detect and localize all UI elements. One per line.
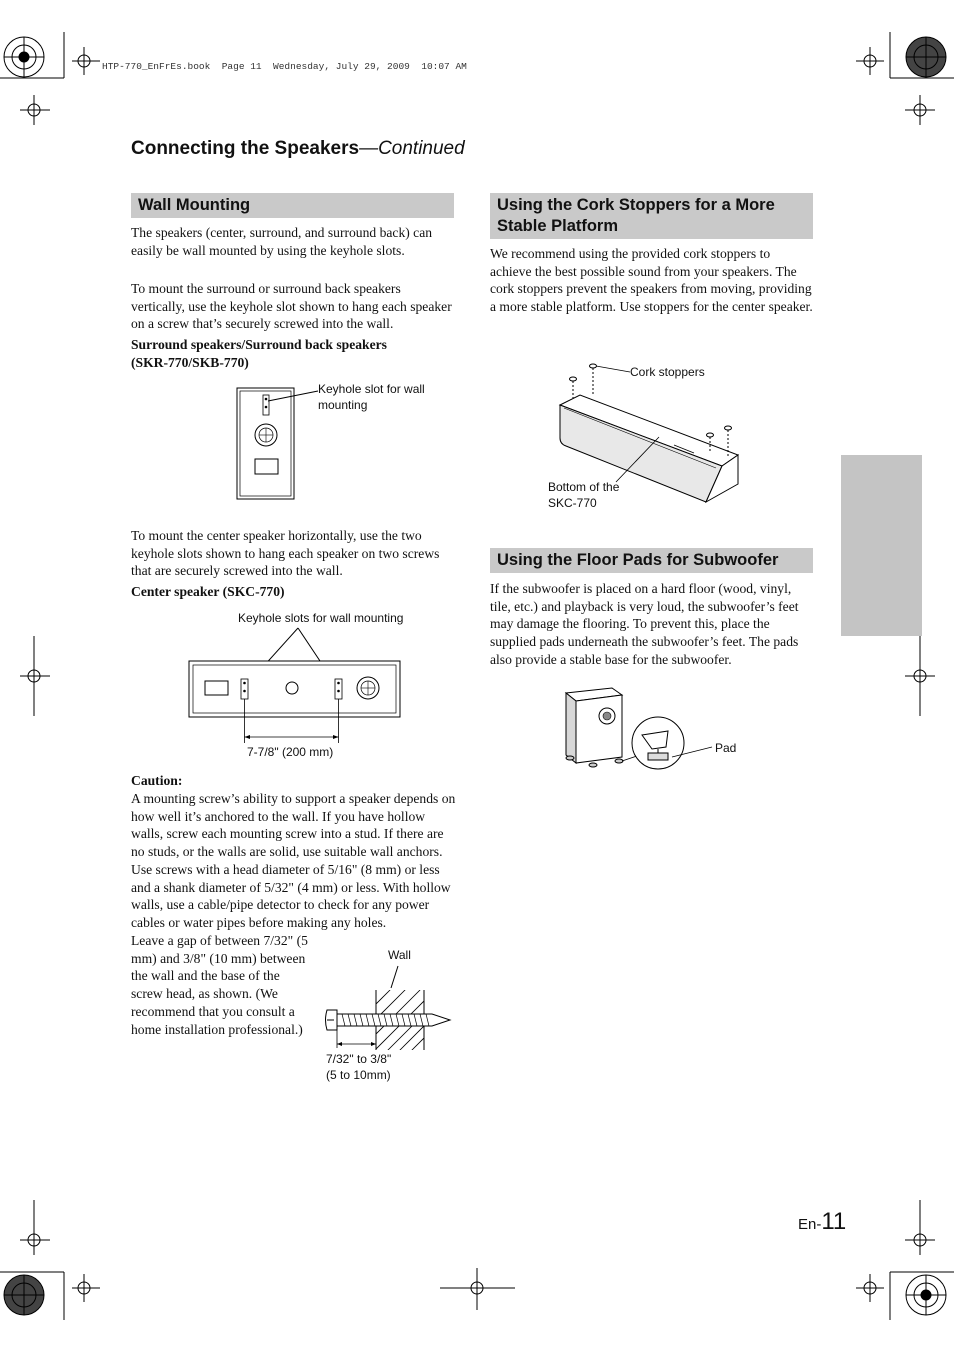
wall-mounting-para3: To mount the center speaker horizontally, use the two keyhole slots shown to hang each speaker on two screws that are securely screwed into the wall. xyxy=(131,528,440,579)
surround-keyhole-label xyxy=(318,381,425,413)
page-title-continued: —Continued xyxy=(359,138,465,159)
page-number-value: 11 xyxy=(821,1208,847,1235)
caution-text: A mounting screw’s ability to support a speaker depends on how well it’s anchored to the wall. If you have hollow walls, screw each mounting screw into a stud. If there are no studs, or the walls are solid, use suitable wall anchors. Use screws with a head diameter of 5/16" (8 mm) or less and a shank diameter of 5/32" (4 mm) or less. With hollow walls, use a cable/pipe detector to check for any power cables or water pipes before making any holes. xyxy=(131,791,456,930)
caution-title: Caution: xyxy=(131,773,183,788)
surround-subtitle-line1: Surround speakers/Surround back speakers xyxy=(131,337,387,352)
surround-keyhole-label-line2: mounting xyxy=(318,398,368,412)
surround-subtitle xyxy=(131,336,456,371)
skc-bottom-label-line2: SKC-770 xyxy=(548,496,597,510)
page-title xyxy=(131,138,465,160)
center-dimension-label: 7-7/8" (200 mm) xyxy=(247,745,334,759)
cork-para: We recommend using the provided cork stoppers to achieve the best possible sound from your speakers. The cork stoppers prevent the speakers from moving, providing a more stable platform. Use stoppers for the center speaker. xyxy=(490,246,813,315)
center-subtitle: Center speaker (SKC-770) xyxy=(131,584,285,599)
wall-mounting-para2: To mount the surround or surround back speakers vertically, use the keyhole slot shown to hang each speaker on a screw that’s securely screwed into the wall. xyxy=(131,281,452,332)
skc-bottom-label-line1: Bottom of the xyxy=(548,480,620,494)
wall-mounting-para1: The speakers (center, surround, and surround back) can easily be wall mounted by using the keyhole slots. xyxy=(131,225,433,258)
side-tab xyxy=(841,455,922,636)
gap-label xyxy=(326,1051,391,1083)
gap-text: Leave a gap of between 7/32" (5 mm) and 3/8" (10 mm) between the wall and the base of the screw head, as shown. (We recommend that you consult a home installation professional.) xyxy=(131,933,308,1037)
center-speaker-figure xyxy=(188,625,408,755)
print-header: HTP-770_EnFrEs.book Page 11 Wednesday, July 29, 2009 10:07 AM xyxy=(102,61,467,72)
page-number-prefix: En- xyxy=(798,1216,822,1233)
surround-subtitle-line2: (SKR-770/SKB-770) xyxy=(131,354,249,370)
wall-mounting-heading: Wall Mounting xyxy=(131,193,454,218)
subwoofer-figure xyxy=(560,685,740,775)
surround-speaker-figure xyxy=(236,387,306,502)
gap-label-line2: (5 to 10mm) xyxy=(326,1068,391,1082)
cork-heading-line2: Stable Platform xyxy=(497,217,619,235)
page-title-main: Connecting the Speakers xyxy=(131,138,360,159)
cork-stoppers-label: Cork stoppers xyxy=(630,365,705,379)
page-number xyxy=(798,1208,846,1236)
surround-keyhole-label-line1: Keyhole slot for wall xyxy=(318,382,425,396)
floor-para: If the subwoofer is placed on a hard floor (wood, vinyl, tile, etc.) and playback is very loud, the subwoofer’s feet may damage the flooring. To prevent this, place the supplied pads underneath the subwoofer’s feet. The pads also provide a stable base for the subwoofer. xyxy=(490,581,799,667)
center-keyhole-label: Keyhole slots for wall mounting xyxy=(238,611,404,625)
cork-heading xyxy=(490,193,813,239)
skc-bottom-label xyxy=(548,479,619,511)
wall-label: Wall xyxy=(388,948,411,962)
gap-label-line1: 7/32" to 3/8" xyxy=(326,1052,392,1066)
floor-heading: Using the Floor Pads for Subwoofer xyxy=(490,548,813,573)
pad-label: Pad xyxy=(715,741,737,755)
cork-heading-line1: Using the Cork Stoppers for a More xyxy=(497,196,775,214)
